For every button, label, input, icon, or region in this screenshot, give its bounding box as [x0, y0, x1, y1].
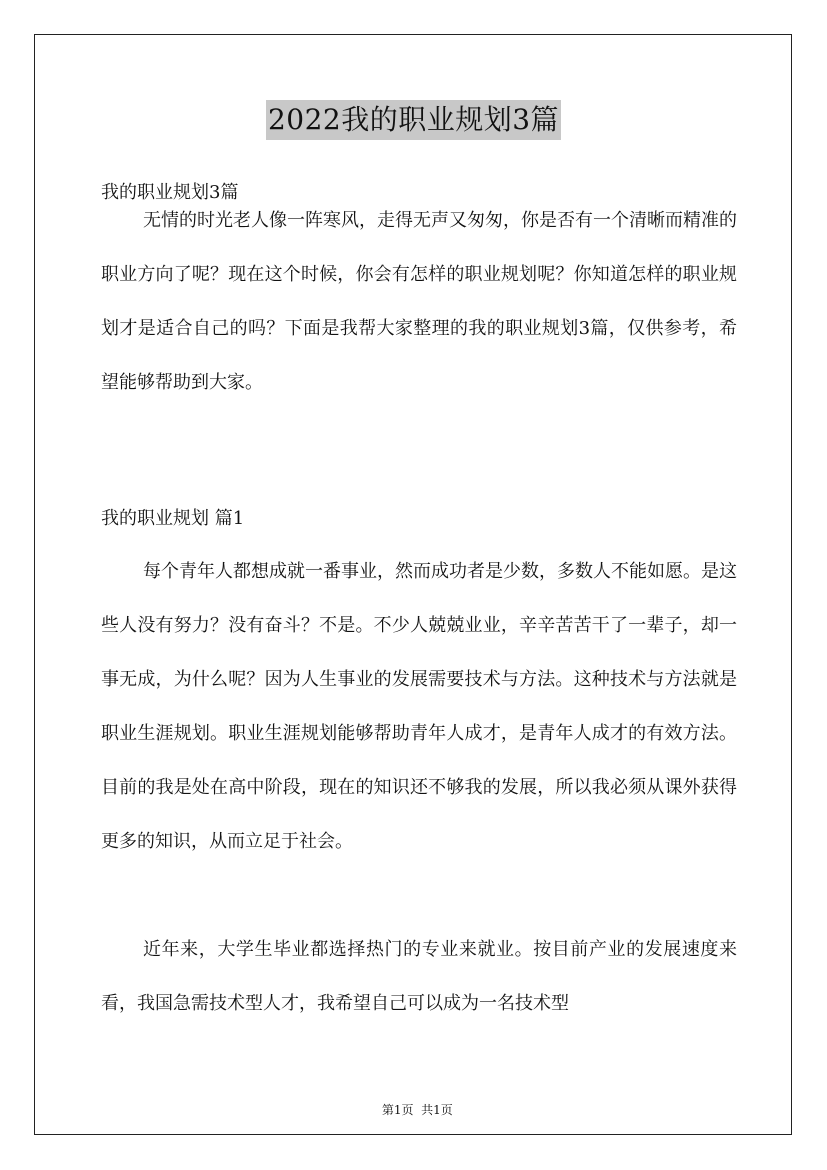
subtitle: 我的职业规划3篇 — [101, 182, 239, 203]
page-footer — [0, 1083, 827, 1119]
title-container — [0, 100, 827, 140]
intro-paragraph: 无情的时光老人像一阵寒风，走得无声又匆匆，你是否有一个清晰而精准的职业方向了呢？现在这个时候，你会有怎样的职业规划呢？你知道怎样的职业规划才是适合自己的吗？下面是我帮大家整理的我的职业规划3篇，仅供参考，希望能够帮助到大家。 — [101, 210, 737, 393]
body-paragraph: 每个青年人都想成就一番事业，然而成功者是少数，多数人不能如愿。是这些人没有努力？没有奋斗？不是。不少人兢兢业业，辛辛苦苦干了一辈子，却一事无成，为什么呢？因为人生事业的发展需要技术与方法。这种技术与方法就是职业生涯规划。职业生涯规划能够帮助青年人成才，是青年人成才的有效方法。目前的我是处在高中阶段，现在的知识还不够我的发展，所以我必须从课外获得更多的知识，从而立足于社会。 — [101, 561, 737, 852]
document-title: 2022我的职业规划3篇 — [266, 100, 561, 140]
page-number-label: 第1页 共1页 — [381, 1103, 453, 1117]
section-heading: 我的职业规划 篇1 — [101, 508, 245, 529]
body-paragraph: 近年来，大学生毕业都选择热门的专业来就业。按目前产业的发展速度来看，我国急需技术型人才，我希望自己可以成为一名技术型 — [101, 939, 737, 1014]
